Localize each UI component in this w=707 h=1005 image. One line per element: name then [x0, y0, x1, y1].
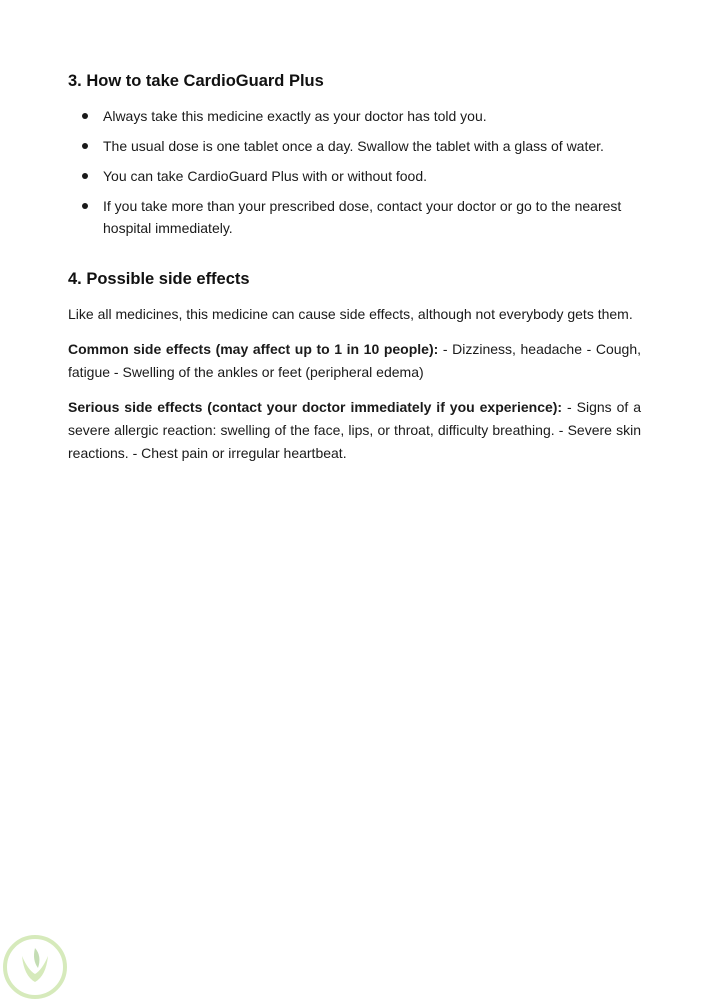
list-item: [68, 165, 641, 187]
list-item-text: You can take CardioGuard Plus with or without food.: [103, 168, 428, 184]
bullet-icon: [82, 113, 88, 119]
list-item-text: If you take more than your prescribed dose, contact your doctor or go to the nearest hospital immediately.: [103, 198, 622, 236]
bullet-icon: [82, 143, 88, 149]
list-item-text: The usual dose is one tablet once a day. Swallow the tablet with a glass of water.: [103, 138, 604, 154]
serious-side-effects-paragraph: [68, 396, 641, 465]
document-page: [68, 60, 641, 477]
list-item: [68, 105, 641, 127]
list-item-text: Always take this medicine exactly as your doctor has told you.: [103, 108, 487, 124]
serious-side-effects-text: - Signs of a severe allergic reaction: swelling of the face, lips, or throat, difficulty breathing. - Severe skin reactions. - Chest pain or irregular heartbeat.: [68, 399, 641, 461]
watermark-logo: [2, 934, 68, 1000]
serious-side-effects-label: Serious side effects (contact your doctor immediately if you experience):: [68, 399, 563, 415]
section-4-heading: 4. Possible side effects: [68, 270, 250, 288]
section-3-heading: 3. How to take CardioGuard Plus: [68, 72, 324, 90]
list-item: [68, 135, 641, 157]
common-side-effects-paragraph: [68, 338, 641, 384]
common-side-effects-text: - Dizziness, headache - Cough, fatigue - Swelling of the ankles or feet (peripheral edema): [68, 341, 641, 380]
bullet-icon: [82, 173, 88, 179]
side-effects-intro: Like all medicines, this medicine can cause side effects, although not everybody gets them.: [68, 306, 633, 322]
dosage-list: [68, 105, 641, 239]
list-item: [68, 195, 641, 239]
leaf-logo-icon: [2, 934, 68, 1000]
bullet-icon: [82, 203, 88, 209]
common-side-effects-label: Common side effects (may affect up to 1 in 10 people):: [68, 341, 439, 357]
